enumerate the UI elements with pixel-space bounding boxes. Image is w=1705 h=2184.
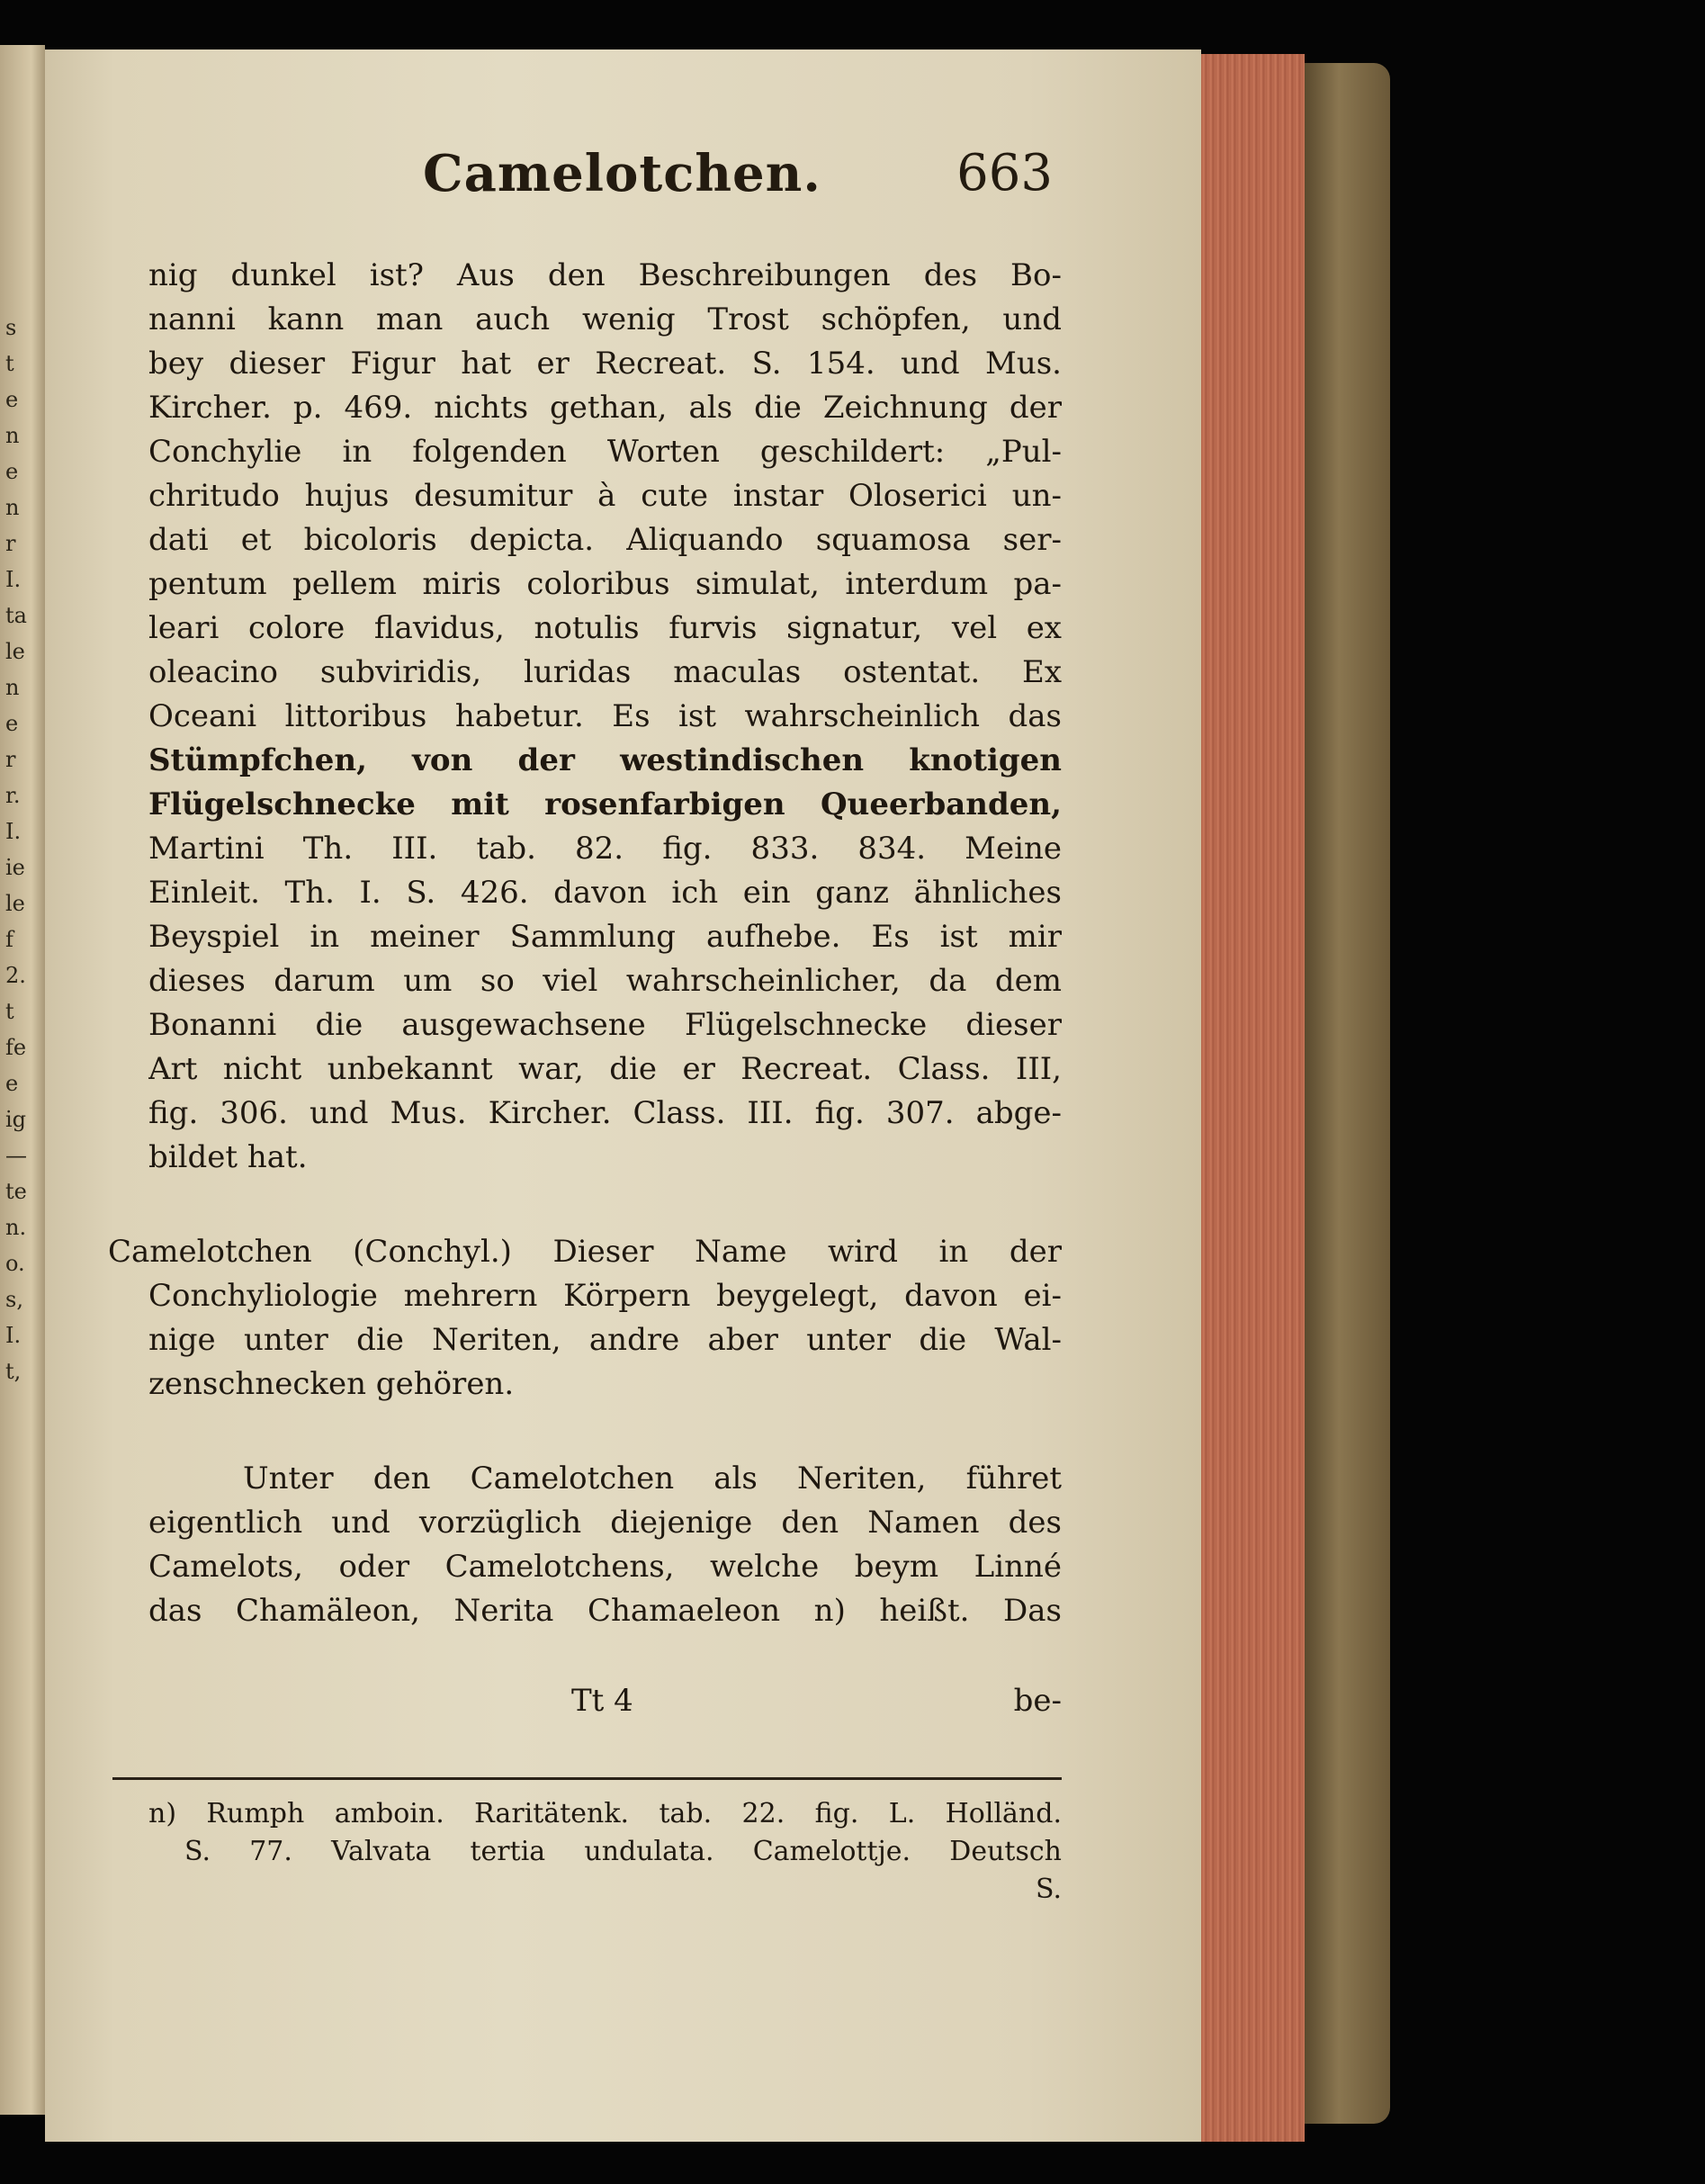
margin-fragment: e [5, 1071, 19, 1096]
text-line: Einleit. Th. I. S. 426. davon ich ein ganz ähnliches [148, 875, 1062, 911]
text-line: Conchylie in folgenden Worten geschildert: „Pul- [148, 434, 1062, 470]
text-line: dati et bicoloris depicta. Aliquando squamosa ser- [148, 522, 1062, 558]
text-line: Beyspiel in meiner Sammlung aufhebe. Es ist mir [148, 919, 1062, 955]
text-line: Camelots, oder Camelotchens, welche beym Linné [148, 1549, 1062, 1585]
margin-fragment: r [5, 531, 16, 556]
text-line: leari colore flavidus, notulis furvis signatur, vel ex [148, 610, 1062, 646]
text-line: das Chamäleon, Nerita Chamaeleon n) heißt. Das [148, 1593, 1062, 1629]
margin-fragment: e [5, 387, 19, 412]
margin-fragment: e [5, 459, 19, 484]
text-line: Flügelschnecke mit rosenfarbigen Queerbanden, [148, 786, 1062, 822]
margin-fragment: le [5, 639, 25, 664]
margin-fragment: n. [5, 1215, 27, 1240]
page-edges [1201, 54, 1305, 2142]
text-line: bildet hat. [148, 1139, 308, 1175]
margin-fragment: r. [5, 783, 21, 808]
text-line: Stümpfchen, von der westindischen knotigen [148, 742, 1062, 778]
margin-fragment: n [5, 423, 20, 448]
entry-heading-line: Camelotchen (Conchyl.) Dieser Name wird in der [108, 1234, 1062, 1270]
text-line: dieses darum um so viel wahrscheinlicher, da dem [148, 963, 1062, 999]
page-footer [148, 1683, 1062, 1728]
text-line: Martini Th. III. tab. 82. fig. 833. 834. Meine [148, 831, 1062, 867]
margin-fragment: 2. [5, 963, 26, 988]
margin-fragment: e [5, 711, 19, 736]
margin-fragment: I. [5, 567, 22, 592]
margin-fragment: I. [5, 1323, 22, 1348]
text-line: Art nicht unbekannt war, die er Recreat. Class. III, [148, 1051, 1062, 1087]
margin-fragment: — [5, 1143, 27, 1168]
running-head: Camelotchen. [423, 144, 821, 203]
margin-fragment: t [5, 351, 14, 376]
margin-fragment: s [5, 315, 17, 340]
body-text [108, 254, 1062, 1633]
footnote-line: S. 77. Valvata tertia undulata. Camelottje. Deutsch [184, 1836, 1062, 1867]
footnote-line: n) Rumph amboin. Raritätenk. tab. 22. fig. L. Holländ. [148, 1798, 1062, 1829]
footnote-rule [112, 1777, 1062, 1780]
text-line: pentum pellem miris coloribus simulat, interdum pa- [148, 566, 1062, 602]
margin-fragment: s, [5, 1287, 23, 1312]
margin-fragment: ie [5, 855, 25, 880]
book-cover-edge [1305, 63, 1390, 2124]
signature-mark: Tt 4 [571, 1683, 633, 1719]
previous-page-margin-fragments [5, 315, 38, 1395]
margin-fragment: r [5, 747, 16, 772]
previous-page-edge [0, 45, 45, 2115]
margin-fragment: n [5, 495, 20, 520]
margin-fragment: o. [5, 1251, 25, 1276]
margin-fragment: t, [5, 1359, 22, 1384]
text-line: zenschnecken gehören. [148, 1366, 515, 1402]
text-line: nanni kann man auch wenig Trost schöpfen, und [148, 301, 1062, 337]
text-line: nig dunkel ist? Aus den Beschreibungen des Bo- [148, 257, 1062, 293]
margin-fragment: ta [5, 603, 27, 628]
text-line: nige unter die Neriten, andre aber unter die Wal- [148, 1322, 1062, 1358]
paragraph-2 [108, 1230, 1062, 1407]
margin-fragment: le [5, 891, 25, 916]
text-line: bey dieser Figur hat er Recreat. S. 154. und Mus. [148, 346, 1062, 382]
text-line: eigentlich und vorzüglich diejenige den Namen des [148, 1505, 1062, 1541]
margin-fragment: fe [5, 1035, 27, 1060]
catchword: be- [1013, 1683, 1062, 1719]
page-header [423, 144, 1053, 216]
margin-fragment: n [5, 675, 20, 700]
text-line: chritudo hujus desumitur à cute instar Oloserici un- [148, 478, 1062, 514]
paragraph-3 [148, 1457, 1062, 1633]
page-number: 663 [956, 144, 1053, 202]
text-line: Conchyliologie mehrern Körpern beygelegt, davon ei- [148, 1278, 1062, 1314]
text-line: fig. 306. und Mus. Kircher. Class. III. fig. 307. abge- [148, 1095, 1062, 1131]
text-line: Kircher. p. 469. nichts gethan, als die Zeichnung der [148, 390, 1062, 426]
text-line: Unter den Camelotchen als Neriten, führet [243, 1460, 1062, 1496]
margin-fragment: t [5, 999, 14, 1024]
margin-fragment: I. [5, 819, 22, 844]
footnote-line: S. [1035, 1874, 1062, 1905]
text-line: Bonanni die ausgewachsene Flügelschnecke dieser [148, 1007, 1062, 1043]
text-line: oleacino subviridis, luridas maculas ostentat. Ex [148, 654, 1062, 690]
margin-fragment: f [5, 927, 13, 952]
paragraph-1 [148, 254, 1062, 1180]
margin-fragment: ig [5, 1107, 27, 1132]
footnote [148, 1795, 1062, 1909]
margin-fragment: te [5, 1179, 27, 1204]
text-line: Oceani littoribus habetur. Es ist wahrscheinlich das [148, 698, 1062, 734]
